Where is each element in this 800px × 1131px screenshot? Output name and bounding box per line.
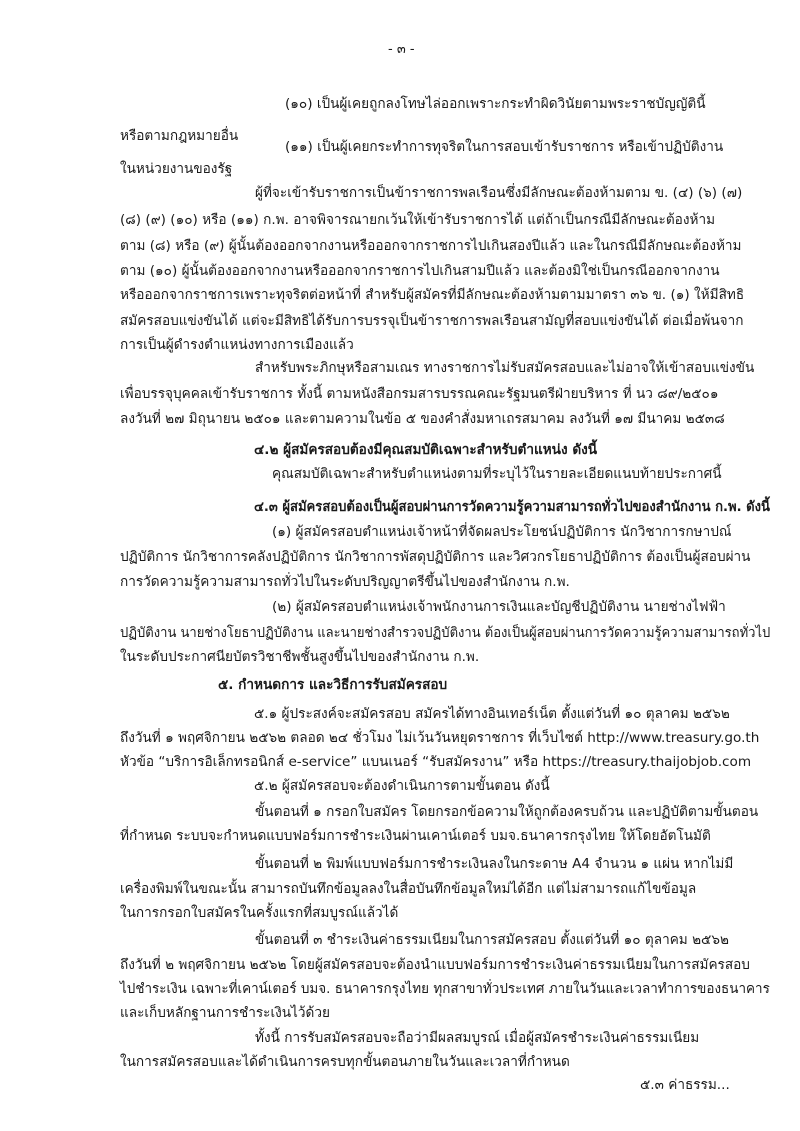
- paragraph-line: เครื่องพิมพ์ในขณะนั้น สามารถบันทึกข้อมูลลงในสื่อบันทึกข้อมูลใหม่ได้อีก แต่ไม่สามารถแก้ไขข้อมูล: [120, 881, 697, 897]
- paragraph-line: หัวข้อ “บริการอิเล็กทรอนิกส์ e-service” แบนเนอร์ “รับสมัครงาน” หรือ https://treasury.thaijobjob.com: [120, 754, 752, 770]
- paragraph-line: สมัครสอบแข่งขันได้ แต่จะมีสิทธิได้รับการบรรจุเป็นข้าราชการพลเรือนสามัญที่สอบแข่งขันได้ ต่อเมื่อพ้นจาก: [120, 313, 744, 329]
- paragraph-line: ในการสมัครสอบและได้ดำเนินการครบทุกขั้นตอนภายในวันและเวลาที่กำหนด: [120, 1054, 570, 1070]
- paragraph-line: ๕.๑ ผู้ประสงค์จะสมัครสอบ สมัครได้ทางอินเทอร์เน็ต ตั้งแต่วันที่ ๑๐ ตุลาคม ๒๕๖๒: [254, 706, 730, 722]
- paragraph-line: เพื่อบรรจุบุคคลเข้ารับราชการ ทั้งนี้ ตามหนังสือกรมสารบรรณคณะรัฐมนตรีฝ่ายบริหาร ที่ นว ๘๙/๒๕๐๑: [120, 386, 719, 402]
- paragraph-line: ในการกรอกใบสมัครในครั้งแรกที่สมบูรณ์แล้วได้: [120, 905, 399, 921]
- paragraph-line: (๘) (๙) (๑๐) หรือ (๑๑) ก.พ. อาจพิจารณายกเว้นให้เข้ารับราชการได้ แต่ถ้าเป็นกรณีมีลักษณะต้องห้าม: [120, 212, 716, 228]
- paragraph-line: การเป็นผู้ดำรงตำแหน่งทางการเมืองแล้ว: [120, 337, 354, 353]
- paragraph-line: ผู้ที่จะเข้ารับราชการเป็นข้าราชการพลเรือนซึ่งมีลักษณะต้องห้ามตาม ข. (๔) (๖) (๗): [255, 185, 743, 201]
- paragraph-line: คุณสมบัติเฉพาะสำหรับตำแหน่งตามที่ระบุไว้ในรายละเอียดแนบท้ายประกาศนี้: [272, 466, 722, 482]
- paragraph-line: การวัดความรู้ความสามารถทั่วไปในระดับปริญญาตรีขึ้นไปของสำนักงาน ก.พ.: [120, 574, 570, 590]
- continuation-marker: ๕.๓ ค่าธรรม...: [640, 1077, 730, 1093]
- page-number: - ๓ -: [388, 42, 415, 57]
- paragraph-line: ไปชำระเงิน เฉพาะที่เคาน์เตอร์ บมจ. ธนาคารกรุงไทย ทุกสาขาทั่วประเทศ ภายในวันและเวลาทำการของธนาคาร: [120, 981, 770, 997]
- section-heading: ๕. กำหนดการ และวิธีการรับสมัครสอบ: [218, 677, 448, 693]
- paragraph-line: (๑) ผู้สมัครสอบตำแหน่งเจ้าหน้าที่จัดผลประโยชน์ปฏิบัติการ นักวิชาการกษาปณ์: [272, 524, 732, 540]
- paragraph-line: ๕.๒ ผู้สมัครสอบจะต้องดำเนินการตามขั้นตอน ดังนี้: [254, 778, 550, 794]
- paragraph-line: ถึงวันที่ ๒ พฤศจิกายน ๒๕๖๒ โดยผู้สมัครสอบจะต้องนำแบบฟอร์มการชำระเงินค่าธรรมเนียมในการสมัครสอบ: [120, 957, 750, 973]
- paragraph-line: ในหน่วยงานของรัฐ: [120, 161, 233, 177]
- paragraph-line: ที่กำหนด ระบบจะกำหนดแบบฟอร์มการชำระเงินผ่านเคาน์เตอร์ บมจ.ธนาคารกรุงไทย ให้โดยอัตโนมัติ: [120, 828, 711, 844]
- paragraph-line: ทั้งนี้ การรับสมัครสอบจะถือว่ามีผลสมบูรณ์ เมื่อผู้สมัครชำระเงินค่าธรรมเนียม: [255, 1030, 700, 1046]
- paragraph-line: ลงวันที่ ๒๗ มิถุนายน ๒๕๐๑ และตามความในข้อ ๕ ของคำสั่งมหาเถรสมาคม ลงวันที่ ๑๗ มีนาคม ๒๕๓๘: [120, 411, 725, 427]
- paragraph-line: หรือตามกฎหมายอื่น: [120, 128, 239, 144]
- paragraph-line: (๑๐) เป็นผู้เคยถูกลงโทษไล่ออกเพราะกระทำผิดวินัยตามพระราชบัญญัตินี้: [285, 96, 706, 112]
- paragraph-line: ปฏิบัติการ นักวิชาการคลังปฏิบัติการ นักวิชาการพัสดุปฏิบัติการ และวิศวกรโยธาปฏิบัติการ ต้องเป็นผู้สอบผ่าน: [120, 549, 751, 565]
- paragraph-line: ถึงวันที่ ๑ พฤศจิกายน ๒๕๖๒ ตลอด ๒๔ ชั่วโมง ไม่เว้นวันหยุดราชการ ที่เว็บไซต์ http://www.treasury.go.th: [120, 730, 760, 746]
- paragraph-line: และเก็บหลักฐานการชำระเงินไว้ด้วย: [120, 1005, 330, 1021]
- paragraph-line: ขั้นตอนที่ ๑ กรอกใบสมัคร โดยกรอกข้อความให้ถูกต้องครบถ้วน และปฏิบัติตามขั้นตอน: [255, 804, 759, 820]
- paragraph-line: หรือออกจากราชการเพราะทุจริตต่อหน้าที่ สำหรับผู้สมัครที่มีลักษณะต้องห้ามตามมาตรา ๓๖ ข. (๑) ให้มีสิทธิ: [120, 287, 745, 303]
- section-heading: ๔.๓ ผู้สมัครสอบต้องเป็นผู้สอบผ่านการวัดความรู้ความสามารถทั่วไปของสำนักงาน ก.พ. ดังนี้: [254, 499, 770, 515]
- paragraph-line: ขั้นตอนที่ ๓ ชำระเงินค่าธรรมเนียมในการสมัครสอบ ตั้งแต่วันที่ ๑๐ ตุลาคม ๒๕๖๒: [255, 932, 729, 948]
- paragraph-line: ในระดับประกาศนียบัตรวิชาชีพชั้นสูงขึ้นไปของสำนักงาน ก.พ.: [120, 649, 480, 665]
- section-heading: ๔.๒ ผู้สมัครสอบต้องมีคุณสมบัติเฉพาะสำหรับตำแหน่ง ดังนี้: [254, 442, 598, 458]
- paragraph-line: ตาม (๑๐) ผู้นั้นต้องออกจากงานหรือออกจากราชการไปเกินสามปีแล้ว และต้องมิใช่เป็นกรณีออกจากงาน: [120, 263, 720, 279]
- paragraph-line: (๑๑) เป็นผู้เคยกระทำการทุจริตในการสอบเข้ารับราชการ หรือเข้าปฏิบัติงาน: [285, 139, 724, 155]
- paragraph-line: ตาม (๘) หรือ (๙) ผู้นั้นต้องออกจากงานหรือออกจากราชการไปเกินสองปีแล้ว และในกรณีมีลักษณะต้องห้าม: [120, 238, 742, 254]
- paragraph-line: ขั้นตอนที่ ๒ พิมพ์แบบฟอร์มการชำระเงินลงในกระดาษ A4 จำนวน ๑ แผ่น หากไม่มี: [255, 856, 734, 872]
- paragraph-line: (๒) ผู้สมัครสอบตำแหน่งเจ้าพนักงานการเงินและบัญชีปฏิบัติงาน นายช่างไฟฟ้า: [272, 599, 726, 615]
- paragraph-line: สำหรับพระภิกษุหรือสามเณร ทางราชการไม่รับสมัครสอบและไม่อาจให้เข้าสอบแข่งขัน: [255, 360, 755, 376]
- paragraph-line: ปฏิบัติงาน นายช่างโยธาปฏิบัติงาน และนายช่างสำรวจปฏิบัติงาน ต้องเป็นผู้สอบผ่านการวัดความรู้ความสามารถทั่วไป: [120, 625, 771, 641]
